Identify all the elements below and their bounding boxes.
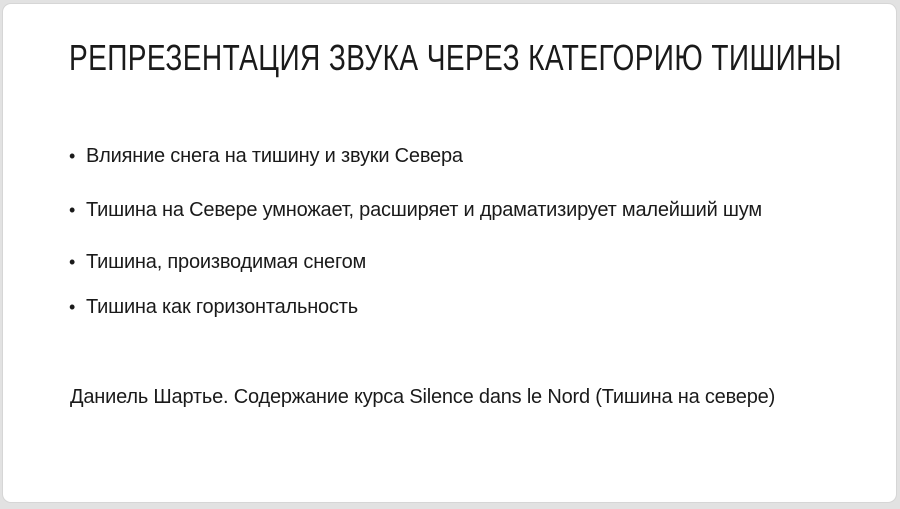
bullet-list <box>69 143 762 320</box>
bullet-icon: • <box>69 297 76 317</box>
bullet-item <box>69 197 762 223</box>
slide-title: РЕПРЕЗЕНТАЦИЯ ЗВУКА ЧЕРЕЗ КАТЕГОРИЮ ТИШИНЫ <box>69 37 843 78</box>
bullet-icon: • <box>69 200 76 220</box>
bullet-item <box>69 143 762 169</box>
bullet-text: Влияние снега на тишину и звуки Севера <box>86 145 463 167</box>
bullet-text: Тишина на Севере умножает, расширяет и драматизирует малейший шум <box>86 199 762 221</box>
bullet-icon: • <box>69 252 76 272</box>
bullet-item <box>69 294 762 320</box>
attribution-text: Даниель Шартье. Содержание курса Silence dans le Nord (Тишина на севере) <box>70 386 776 408</box>
slide <box>2 3 897 503</box>
bullet-text: Тишина как горизонтальность <box>86 296 358 318</box>
bullet-icon: • <box>69 146 76 166</box>
bullet-text: Тишина, производимая снегом <box>86 251 367 273</box>
bullet-item <box>69 249 762 275</box>
